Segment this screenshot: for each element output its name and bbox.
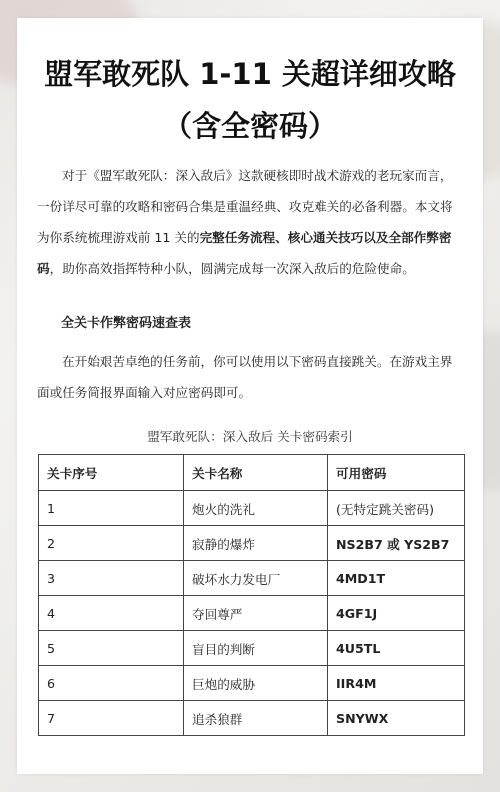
level-number-cell: 7: [39, 701, 184, 736]
level-number-cell: 3: [39, 561, 184, 596]
title-line-1: 盟军敢死队 1-11 关超详细攻略: [44, 57, 456, 91]
header-level-name: 关卡名称: [184, 455, 328, 491]
table-row: [39, 526, 465, 561]
level-number-cell: 6: [39, 666, 184, 701]
table-row: [39, 491, 465, 526]
level-number-cell: 4: [39, 596, 184, 631]
intro-paragraph: [37, 160, 463, 284]
password-cell: 4MD1T: [328, 561, 465, 596]
table-header-row: [39, 455, 465, 491]
intro-text-2: ，助你高效指挥特种小队，圆满完成每一次深入敌后的危险使命。: [49, 261, 415, 276]
table-caption: 盟军敢死队：深入敌后 关卡密码索引: [147, 429, 353, 444]
level-name-cell: 破坏水力发电厂: [184, 561, 328, 596]
intro-highlight: 完整任务流程、核心通关技巧以及全部作弊密码: [37, 230, 452, 276]
article-title: [17, 18, 483, 152]
table-row: [39, 666, 465, 701]
level-name-cell: 炮火的洗礼: [184, 491, 328, 526]
article-card: [17, 18, 483, 774]
password-cell: SNYWX: [328, 701, 465, 736]
header-level-number: 关卡序号: [39, 455, 184, 491]
title-line-2: （含全密码）: [162, 109, 337, 143]
header-password: 可用密码: [328, 455, 465, 491]
level-number-cell: 1: [39, 491, 184, 526]
intro-text-1: 对于《盟军敢死队：深入敌后》这款硬核即时战术游戏的老玩家而言，一份详尽可靠的攻略和密码合集是重温经典、攻克难关的必备利器。本文将为你系统梳理游戏前 11 关的: [37, 168, 453, 245]
password-table: [38, 454, 465, 736]
level-name-cell: 寂静的爆炸: [184, 526, 328, 561]
level-number-cell: 5: [39, 631, 184, 666]
password-cell: NS2B7 或 YS2B7: [328, 526, 465, 561]
table-row: [39, 596, 465, 631]
section-paragraph: 在开始艰苦卓绝的任务前，你可以使用以下密码直接跳关。在游戏主界面或任务简报界面输入对应密码即可。: [37, 354, 453, 400]
password-cell: 4GF1J: [328, 596, 465, 631]
level-name-cell: 盲目的判断: [184, 631, 328, 666]
password-cell: 4U5TL: [328, 631, 465, 666]
table-row: [39, 631, 465, 666]
level-name-cell: 巨炮的威胁: [184, 666, 328, 701]
table-row: [39, 561, 465, 596]
level-number-cell: 2: [39, 526, 184, 561]
password-cell: (无特定跳关密码): [328, 491, 465, 526]
table-row: [39, 701, 465, 736]
section-heading: 全关卡作弊密码速查表: [61, 316, 192, 331]
level-name-cell: 追杀狼群: [184, 701, 328, 736]
password-cell: IIR4M: [328, 666, 465, 701]
level-name-cell: 夺回尊严: [184, 596, 328, 631]
